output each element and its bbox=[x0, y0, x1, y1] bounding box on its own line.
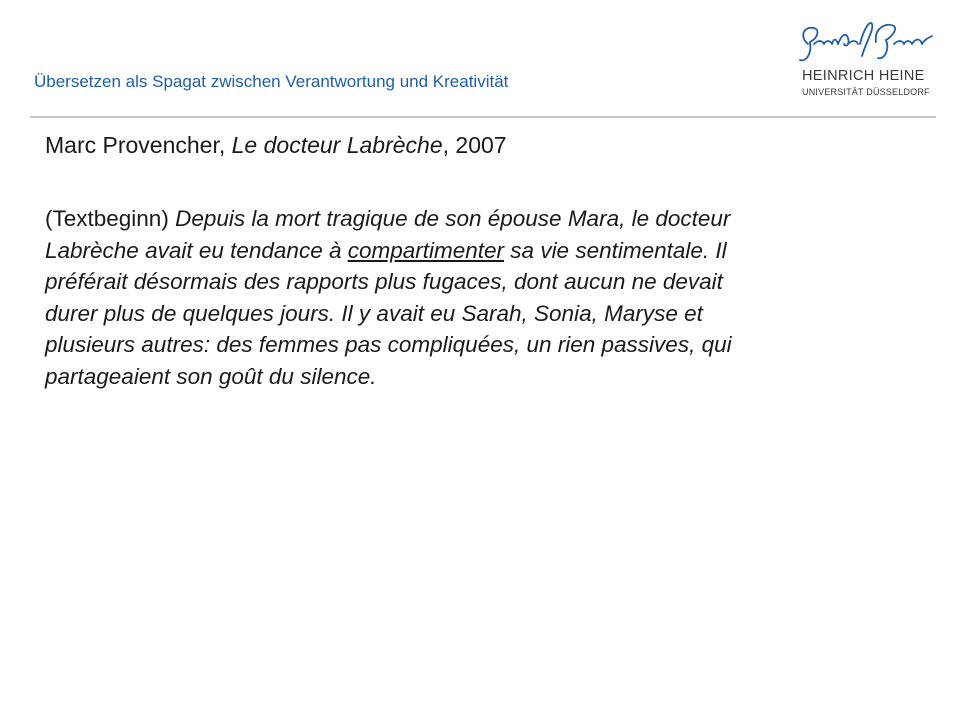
citation-author: Marc Provencher, bbox=[45, 132, 232, 158]
citation-book-title: Le docteur Labrèche bbox=[231, 132, 443, 158]
excerpt-line: plusieurs autres: des femmes pas compliquées, un rien passives, qui bbox=[45, 332, 732, 358]
excerpt-line bbox=[45, 235, 905, 267]
highlighted-word: compartimenter bbox=[347, 237, 505, 263]
slide-title: Übersetzen als Spagat zwischen Verantwortung und Kreativität bbox=[34, 72, 509, 91]
excerpt-line: durer plus de quelques jours. Il y avait eu Sarah, Sonia, Maryse et bbox=[45, 300, 703, 326]
excerpt-text: sa vie sentimentale. Il bbox=[504, 237, 727, 263]
excerpt-text: Labrèche avait eu tendance à bbox=[45, 237, 348, 263]
excerpt-line bbox=[45, 203, 905, 235]
citation bbox=[45, 132, 507, 159]
excerpt-text: Depuis la mort tragique de son épouse Mara, le docteur bbox=[175, 206, 731, 231]
heine-signature-icon bbox=[790, 14, 940, 66]
logo-university-name: HEINRICH HEINE bbox=[802, 68, 925, 84]
header-divider bbox=[30, 116, 936, 118]
excerpt-line: partageaient son goût du silence. bbox=[45, 363, 377, 389]
excerpt-label: (Textbeginn) bbox=[45, 206, 176, 231]
excerpt-paragraph bbox=[45, 203, 905, 393]
citation-year: , 2007 bbox=[442, 132, 507, 158]
logo-university-subtitle: UNIVERSITÄT DÜSSELDORF bbox=[802, 87, 930, 97]
university-logo bbox=[790, 14, 940, 98]
excerpt-line: préférait désormais des rapports plus fugaces, dont aucun ne devait bbox=[45, 269, 723, 295]
